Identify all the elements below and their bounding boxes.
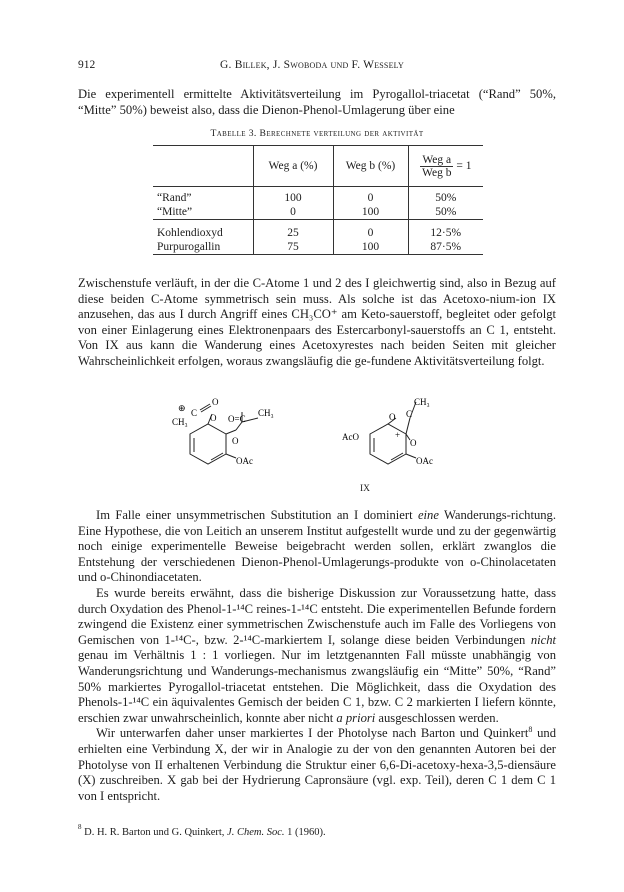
- row-label: Purpurogallin: [153, 240, 253, 255]
- text-run: Im Falle einer unsymmetrischen Substitution an I dominiert: [96, 508, 418, 522]
- paragraph-acetoxonium: [78, 276, 556, 370]
- paragraph-text: Zwischenstufe verläuft, in der die C-Atome 1 und 2 des I gleichwertig sind, also in Bezug auf diese beiden C-Atome symmetrisch sein muss. Als solche ist das Acetoxo-nium-ion IX anzusehen, das aus I durch Angriff eines CH₃CO⁺ am Keto-sauerstoff, begleitet oder gefolgt von einer Einlagerung eines Elektronenpaars des Estercarbonyl-sauerstoffs an C 1, entsteht. Von IX aus kann die Wanderung eines Acetoxyrestes nach beiden Seiten mit gleicher Wahrscheinlichkeit erfolgen, woraus zwangsläufig die ge-fundene Aktivitätsverteilung folgt.: [78, 276, 556, 368]
- footnote-text: D. H. R. Barton und G. Quinkert,: [81, 827, 228, 838]
- text-emphasis: nicht: [530, 632, 556, 647]
- header-weg-a: Weg a (%): [253, 146, 333, 187]
- left-label: O: [232, 436, 239, 446]
- main-body: [78, 508, 556, 804]
- paragraph-oxidation: [78, 586, 556, 726]
- cell-weg-a: 100: [253, 191, 333, 205]
- left-label: O=C: [228, 414, 246, 424]
- cell-ratio: 12·5%: [408, 226, 483, 240]
- footnote-text: 1 (1960).: [284, 827, 326, 838]
- table-row: [153, 226, 483, 240]
- left-label: CH₃: [172, 417, 188, 427]
- left-bond: [226, 454, 236, 458]
- text-run: Wir unterwarfen daher unser markiertes I der Photolyse nach Barton und Quinkert: [96, 726, 529, 741]
- left-label: OAc: [236, 456, 253, 466]
- footnote: [78, 823, 556, 838]
- compound-label: IX: [360, 484, 371, 494]
- ratio-numerator: Weg a: [420, 154, 453, 167]
- header-weg-b: Weg b (%): [333, 146, 408, 187]
- header-ratio: [408, 146, 483, 187]
- right-label: AcO: [342, 432, 359, 442]
- text-run: und erhielten eine Verbindung X, der wir in Analogie zu der von den genannten Autoren bei der Photolyse von II erhaltenen Verbindung die Struktur einer 6,6-Di-acetoxy-hexa-3,5-diensäure (X) zuschreiben. X gab bei der Hydrierung Capronsäure (vgl. exp. Teil), deren C 1 dem C 1 von I entspricht.: [78, 726, 556, 803]
- intro-paragraph: [78, 87, 556, 118]
- right-label: O: [410, 438, 417, 448]
- right-ring: [370, 424, 406, 464]
- text-emphasis: a priori: [336, 710, 376, 725]
- cell-ratio: 50%: [408, 205, 483, 220]
- text-run: ausgeschlossen werden.: [375, 710, 499, 725]
- footnote-mark: 8: [78, 823, 82, 831]
- running-title: G. Billek, J. Swoboda und F. Wessely: [220, 59, 404, 71]
- left-label: C: [191, 408, 198, 418]
- left-label: O: [210, 413, 217, 423]
- cell-ratio: 50%: [408, 191, 483, 205]
- cell-weg-a: 25: [253, 226, 333, 240]
- footnote-journal: J. Chem. Soc.: [227, 827, 285, 838]
- text-emphasis: eine: [417, 508, 439, 522]
- paragraph-unsymmetric: [78, 508, 556, 586]
- right-label: CH₃: [414, 397, 430, 407]
- intro-text: Die experimentell ermittelte Aktivitätsverteilung im Pyrogallol-triacetat (“Rand” 50%, “Mitte” 50%) beweist also, dass die Dienon-Phenol-Umlagerung über eine: [78, 87, 556, 117]
- activity-table: [153, 145, 483, 255]
- cell-weg-b: 100: [333, 205, 408, 220]
- left-label: ⊕: [178, 403, 186, 413]
- ratio-equals: = 1: [456, 159, 472, 172]
- row-label: “Mitte”: [157, 206, 193, 218]
- paragraph-photolysis: [78, 726, 556, 804]
- right-label: C: [406, 409, 413, 419]
- left-bond: [226, 430, 236, 434]
- left-ring: [190, 424, 226, 464]
- ratio-fraction: [420, 154, 453, 179]
- reaction-scheme: [170, 396, 460, 486]
- text-run: Es wurde bereits erwähnt, dass die bisherige Diskussion zur Voraussetzung hatte, dass durch Oxydation des Phenol-1-¹⁴C reines-1-¹⁴C entsteht. Die experimentellen Befunde fordern zwingend die Existenz einer symmetrischen Zwischenstufe auch im Falle des Vorliegens von Gemischen von 1-¹⁴C-, bzw. 2-¹⁴C-markiertem I, solange diese beiden Verbindungen: [78, 585, 556, 647]
- right-bond: [406, 454, 416, 458]
- text-run: Wanderungs-richtung. Eine Hypothese, die von Leitich an unserem Institut aufgestellt wurde und zu der gegenwärtig noch einige experimentelle Beweise beigebracht werden sollen, erklärt zwanglos die Entstehung der verschiedenen Dienon-Phenol-Umlagerungs-produkte von o-Chinolacetaten und o-Chinondiacetaten.: [78, 508, 556, 585]
- row-label: “Rand”: [157, 192, 192, 204]
- right-label: +: [395, 430, 401, 440]
- left-label: CH₃: [258, 408, 274, 418]
- table-title: Tabelle 3. Berechnete verteilung der aktivität: [210, 128, 424, 139]
- left-label: O: [212, 397, 219, 407]
- table-row: [153, 240, 483, 255]
- table-row: [153, 205, 483, 220]
- table-header-row: [153, 146, 483, 187]
- right-label: O: [389, 412, 396, 422]
- cell-weg-b: 0: [333, 226, 408, 240]
- cell-weg-a: 75: [253, 240, 333, 255]
- right-bond: [406, 418, 410, 434]
- text-run: genau im Verhältnis 1 : 1 vorliegen. Nur im letztgenannten Fall müsste unabhängig von Wanderungsrichtung und Wanderungs-mechanismus zwangsläufig ein “Mitte” 50%, “Rand” 50% markiertes Pyrogallol-triacetat entstehen. Die Möglichkeit, dass die Oxydation des Phenols-1-¹⁴C ein äquivalentes Gemisch der beiden C 1, bzw. C 2 markierten I liefern könnte, erschien zwar unwahrscheinlich, konnte aber nicht: [78, 648, 556, 725]
- cell-weg-b: 100: [333, 240, 408, 255]
- cell-weg-a: 0: [253, 205, 333, 220]
- page-number: 912: [78, 59, 96, 71]
- cell-ratio: 87·5%: [408, 240, 483, 255]
- footnote-ref: 8: [528, 725, 533, 735]
- table-row: [153, 191, 483, 205]
- left-structure: [190, 404, 258, 464]
- right-label: OAc: [416, 456, 433, 466]
- row-label: Kohlendioxyd: [157, 227, 223, 239]
- table-header-empty: [153, 146, 253, 187]
- ratio-denominator: Weg b: [422, 166, 452, 179]
- cell-weg-b: 0: [333, 191, 408, 205]
